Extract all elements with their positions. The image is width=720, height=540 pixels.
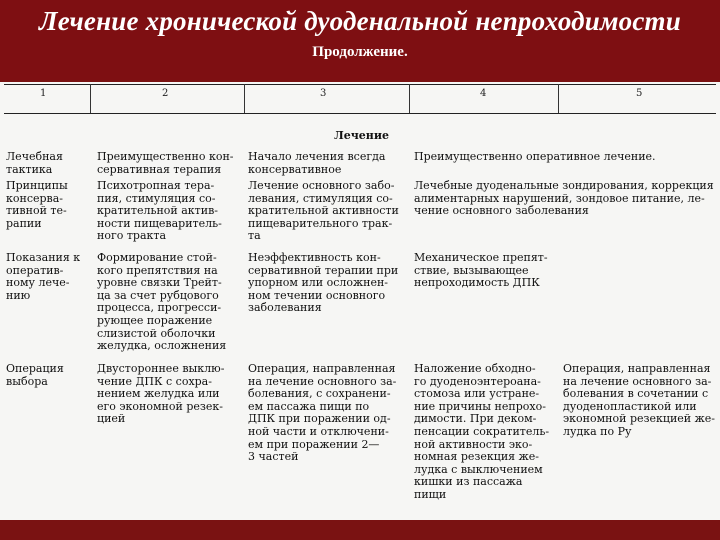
- column-number: 5: [636, 88, 643, 99]
- table-top-rule: [4, 84, 716, 85]
- header-divider: [558, 84, 559, 113]
- row-label: Принципы консерва- тивной те- рапии: [6, 179, 68, 230]
- table-cell: Психотропная тера- пия, стимуляция со- кратительной актив- ности пищеваритель- ного тракта: [97, 179, 222, 243]
- table-cell: Преимущественно кон- сервативная терапия: [97, 150, 234, 176]
- header-divider: [244, 84, 245, 113]
- table-cell: Формирование стой- кого препятствия на уровне связки Трейт- ца за счет рубцового процесса, прогресси- рующее поражение слизистой оболочки желудка, осложнения: [97, 251, 227, 353]
- column-number: 3: [320, 88, 327, 99]
- slide-subtitle: Продолжение.: [312, 44, 408, 60]
- header-divider: [90, 84, 91, 113]
- column-number: 4: [480, 88, 487, 99]
- table-cell: Неэффективность кон- сервативной терапии при упорном или осложнен- ном течении основного заболевания: [248, 251, 399, 315]
- table-cell: Операция, направленная на лечение основного за- болевания, с сохранени- ем пассажа пищи по ДПК при поражении од- ной части и отключени- ем при поражении 2— 3 частей: [248, 362, 397, 464]
- table-cell: Операция, направленная на лечение основного за- болевания в сочетании с дуоденопластикой или экономной резекцией же- лудка по Ру: [563, 362, 715, 438]
- table-cell: Лечение основного забо- левания, стимуляция со- кратительной активности пищеварительного трак- та: [248, 179, 399, 243]
- slide-footer-band: [0, 520, 720, 540]
- column-number: 2: [162, 88, 169, 99]
- header-divider: [409, 84, 410, 113]
- section-title: Лечение: [334, 129, 389, 142]
- table-cell: Двустороннее выклю- чение ДПК с сохра- нением желудка или его экономной резек- цией: [97, 362, 225, 426]
- column-number: 1: [40, 88, 47, 99]
- scanned-table: [0, 82, 720, 520]
- slide-title: Лечение хронической дуоденальной непроходимости: [39, 6, 681, 36]
- table-cell: Наложение обходно- го дуоденоэнтероана- стомоза или устране- ние причины непрохо- димости. При деком- пенсации сократитель- ной активности эко- номная резекция же- лудка с выключением кишки из пассажа пищи: [414, 362, 550, 501]
- table-header-rule: [4, 113, 716, 114]
- table-cell: Начало лечения всегда консервативное: [248, 150, 386, 176]
- table-cell: Преимущественно оперативное лечение.: [414, 150, 656, 163]
- table-cell: Лечебные дуоденальные зондирования, коррекция алиментарных нарушений, зондовое питание, ле- чение основного заболевания: [414, 179, 714, 218]
- table-cell: Механическое препят- ствие, вызывающее непроходимость ДПК: [414, 251, 548, 290]
- row-label: Показания к оператив- ному лече- нию: [6, 251, 81, 302]
- row-label: Операция выбора: [6, 362, 64, 388]
- slide-header: [0, 0, 720, 80]
- row-label: Лечебная тактика: [6, 150, 63, 176]
